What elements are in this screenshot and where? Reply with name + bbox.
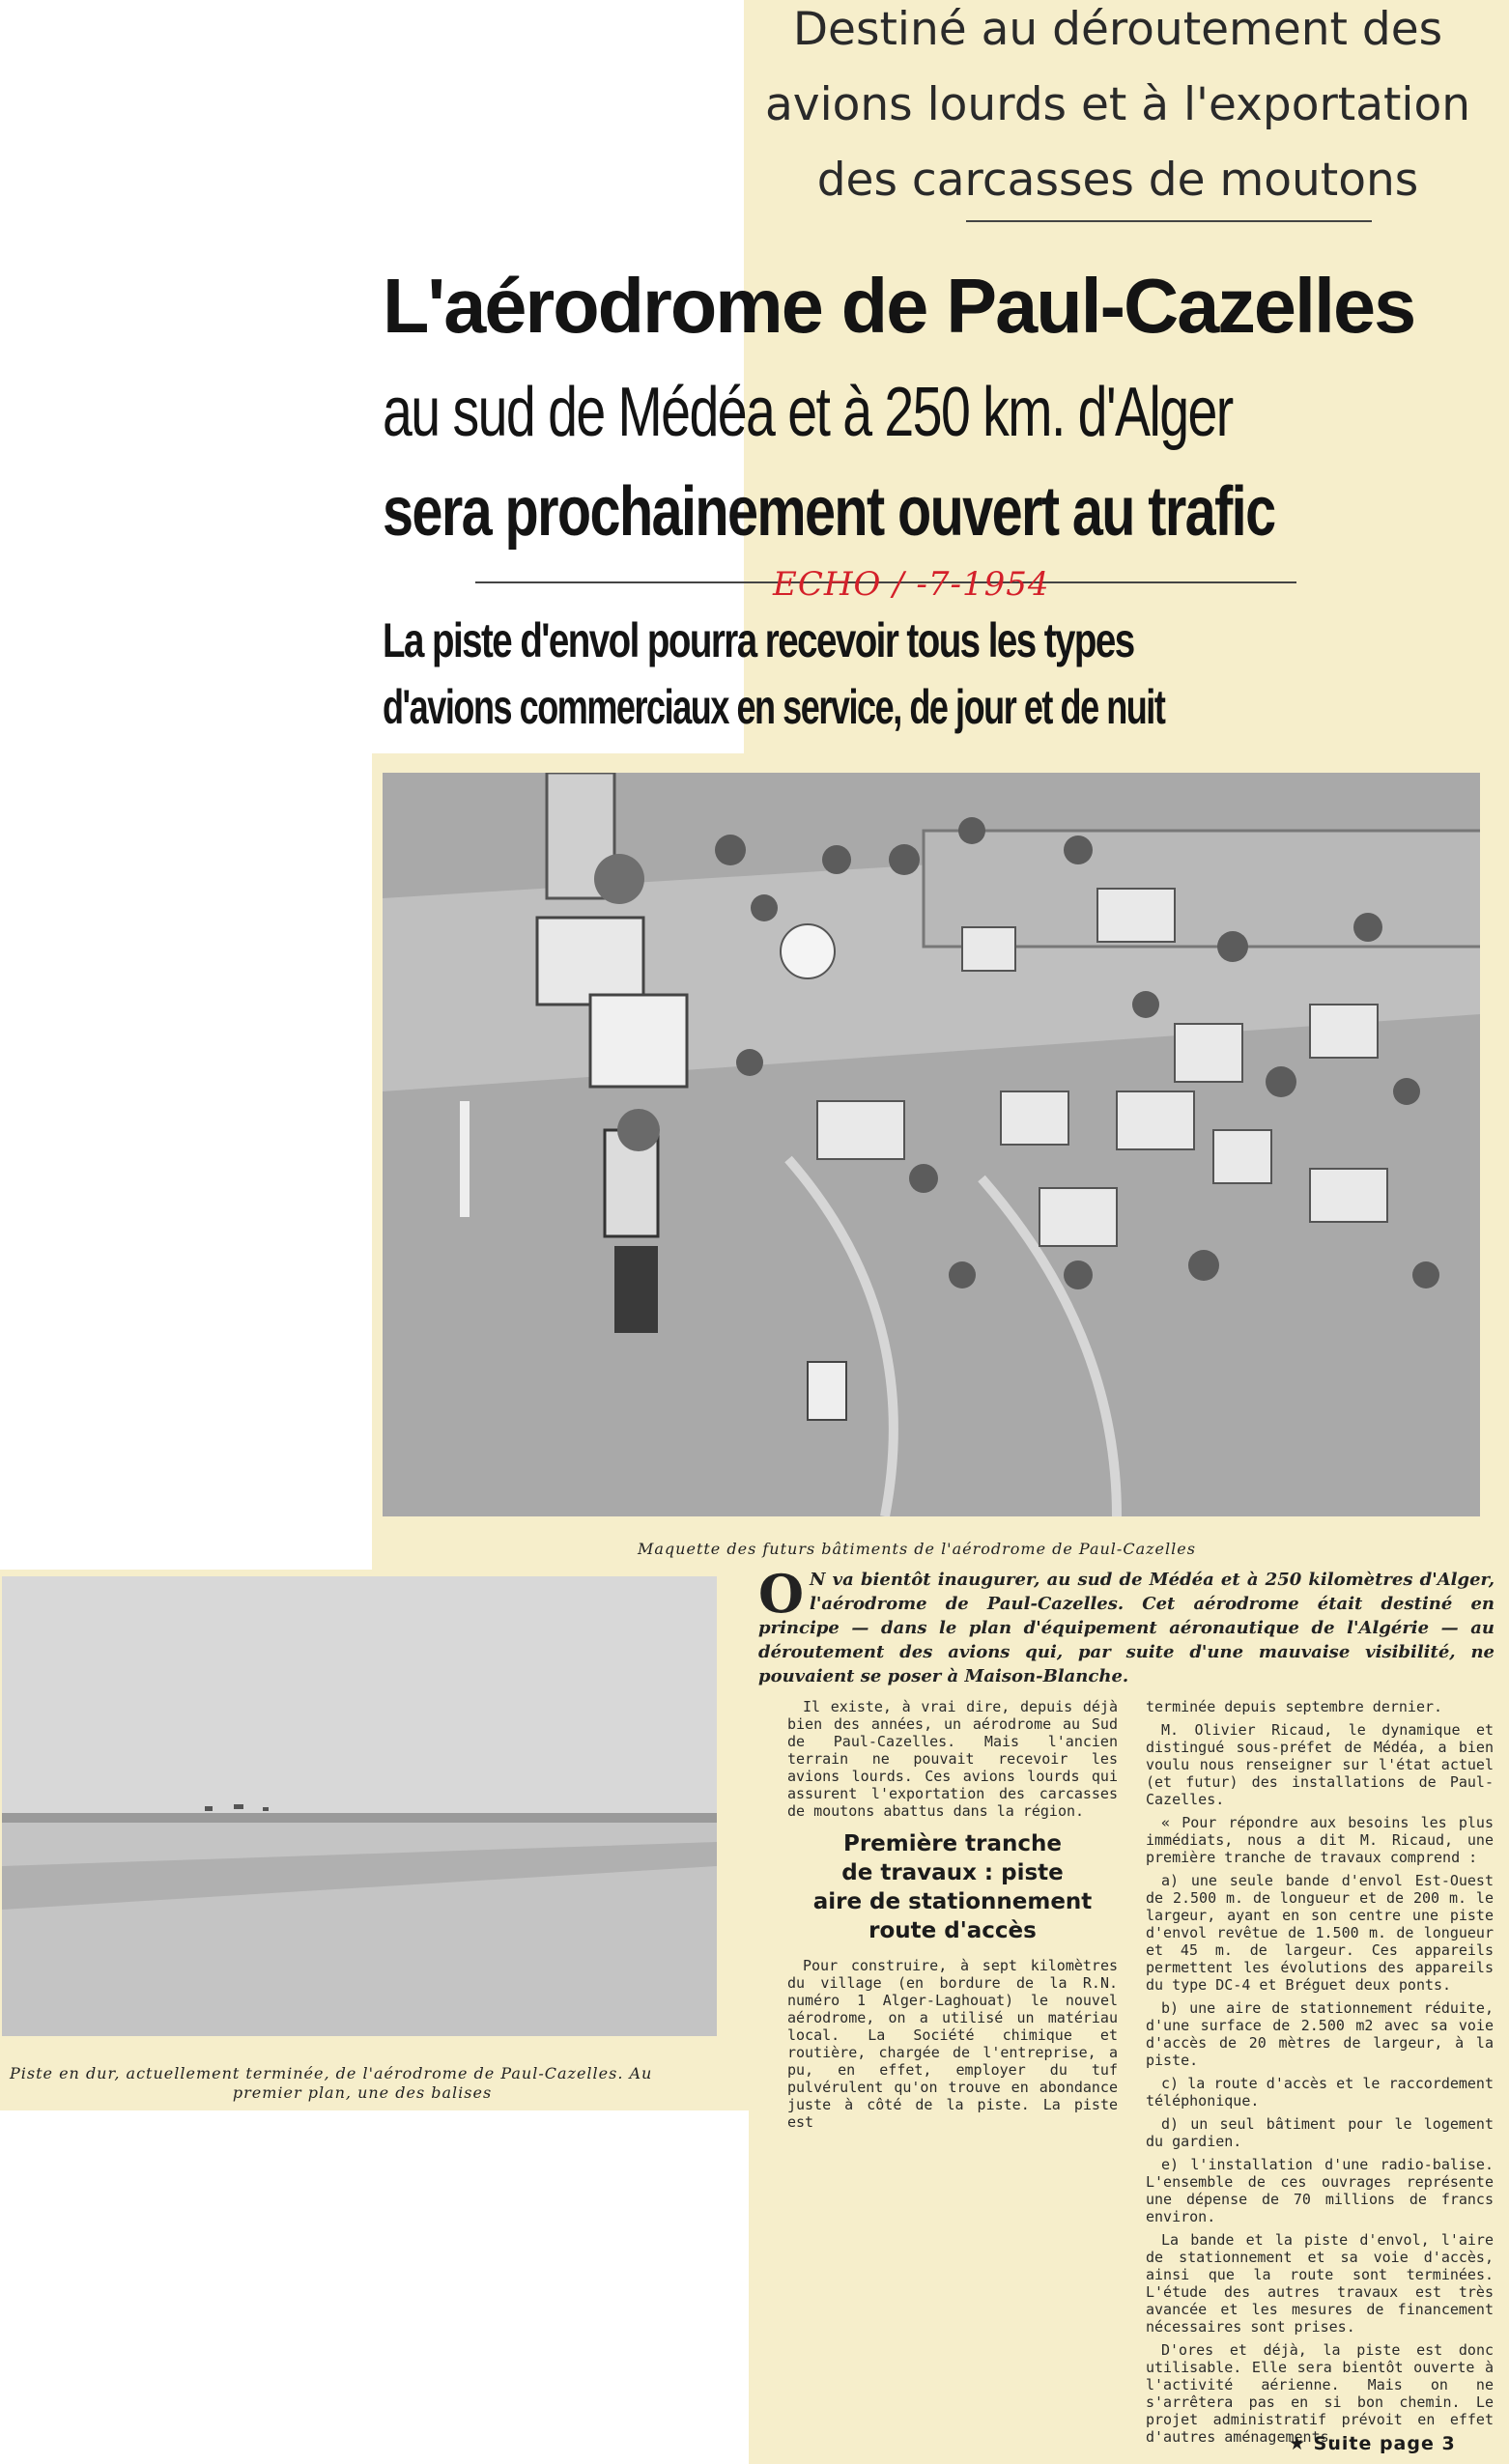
kicker-line-1: Destiné au déroutement des [792,3,1443,56]
echo-stamp: ECHO / -7-1954 [773,565,1050,604]
subhead-line-4: route d'accès [868,1918,1037,1943]
kicker [746,0,1490,218]
runway-photo [2,1576,717,2036]
col2-paragraph: terminée depuis septembre dernier. [1146,1698,1443,1715]
subhead-line-1: Première tranche [842,1831,1063,1856]
col2-paragraph: « Pour répondre aux besoins les plus immédiats, nous a dit M. Ricaud, une première tranche de travaux comprend : [1146,1814,1494,1866]
photo1-caption: Maquette des futurs bâtiments de l'aérodrome de Paul-Cazelles [638,1540,1196,1558]
kicker-line-2: avions lourds et à l'exportation [764,78,1471,131]
kicker-rule [966,220,1372,222]
photo2-caption-line-1: Piste en dur, actuellement terminée, de l'aérodrome de Paul-Cazelles. Au [10,2064,653,2082]
lead-text: N va bientôt inaugurer, au sud de Médéa et à 250 kilomètres d'Alger, l'aérodrome de Paul-Cazelles. Cet aérodrome était destiné en principe — dans le plan d'équipement aéronautique de l'Algérie — au déroutement des avions qui, par suite d'une mauvaise visibilité, ne pouvaient se poser à Maison-Blanche. [758,1570,1495,1686]
col1-paragraph-1: Il existe, à vrai dire, depuis déjà bien des années, un aérodrome au Sud de Paul-Cazelles. Mais l'ancien terrain ne pouvait recevoir les avions lourds. Ces avions lourds qui assurent l'exportation des carcasses de moutons abattus dans la région. [787,1698,1118,1820]
headline-line-3: sera prochainement ouvert au trafic [383,473,1275,551]
photo2-caption [10,2064,715,2103]
col2-paragraph: e) l'installation d'une radio-balise. L'ensemble de ces ouvrages représente une dépense de 70 millions de francs environ. [1146,2156,1494,2225]
body-column-2 [1146,1698,1494,2451]
col2-paragraph: M. Olivier Ricaud, le dynamique et distingué sous-préfet de Médéa, a bien voulu nous renseigner sur l'état actuel (et futur) des installations de Paul-Cazelles. [1146,1721,1494,1808]
body-column-1 [787,1698,1118,2137]
section-subhead [787,1829,1118,1945]
col2-paragraph: La bande et la piste d'envol, l'aire de stationnement et sa voie d'accès, ainsi que la route sont terminées. L'étude des autres travaux est très avancée et les mesures de financement nécessaires sont prises. [1146,2231,1494,2336]
col2-paragraph: b) une aire de stationnement réduite, d'une surface de 2.500 m2 avec sa voie d'accès de 20 mètres de largeur, à la piste. [1146,1999,1494,2069]
lead-paragraph [758,1563,1495,1688]
kicker-line-3: des carcasses de moutons [816,154,1419,207]
col1-paragraph-2: Pour construire, à sept kilomètres du village (en bordure de la R.N. numéro 1 Alger-Laghouat) le nouvel aérodrome, on a utilisé un matériau local. La Société chimique et routière, chargée de l'entreprise, a pu, en effet, employer du tuf pulvérulent qu'on trouve en abondance juste à côté de la piste. La piste est [787,1957,1118,2131]
headline-line-2: au sud de Médéa et à 250 km. d'Alger [383,374,1233,451]
subhead-line-2: de travaux : piste [841,1860,1064,1885]
airport-model-drawing [383,773,1480,1516]
subhead-line-3: aire de stationnement [812,1889,1093,1914]
col2-paragraph: c) la route d'accès et le raccordement téléphonique. [1146,2075,1494,2110]
subheadline-line-1: La piste d'envol pourra recevoir tous les types [383,613,1134,667]
lead-dropcap: O [758,1563,805,1625]
photo2-caption-line-2: premier plan, une des balises [232,2083,493,2102]
col2-paragraph: d) un seul bâtiment pour le logement du gardien. [1146,2115,1494,2150]
subheadline-line-2: d'avions commerciaux en service, de jour et de nuit [383,680,1165,734]
airport-model-photo [383,773,1480,1516]
runway-drawing [2,1576,717,2036]
col2-paragraph: D'ores et déjà, la piste est donc utilisable. Elle sera bientôt ouverte à l'activité aérienne. Mais on ne s'arrêtera pas en si bon chemin. Le projet administratif prévoit en effet d'autres aménagements. [1146,2341,1494,2446]
col2-paragraph: a) une seule bande d'envol Est-Ouest de 2.500 m. de longueur et de 200 m. le largeur, ayant en son centre une piste d'envol revêtue de 1.500 m. de longueur et 45 m. de largeur. Ces appareils permettent les évolutions des appareils du type DC-4 et Bréguet deux ponts. [1146,1872,1494,1994]
headline-line-1: L'aérodrome de Paul-Cazelles [383,263,1415,349]
continued-on-page-3: ★ Suite page 3 [1289,2433,1456,2454]
